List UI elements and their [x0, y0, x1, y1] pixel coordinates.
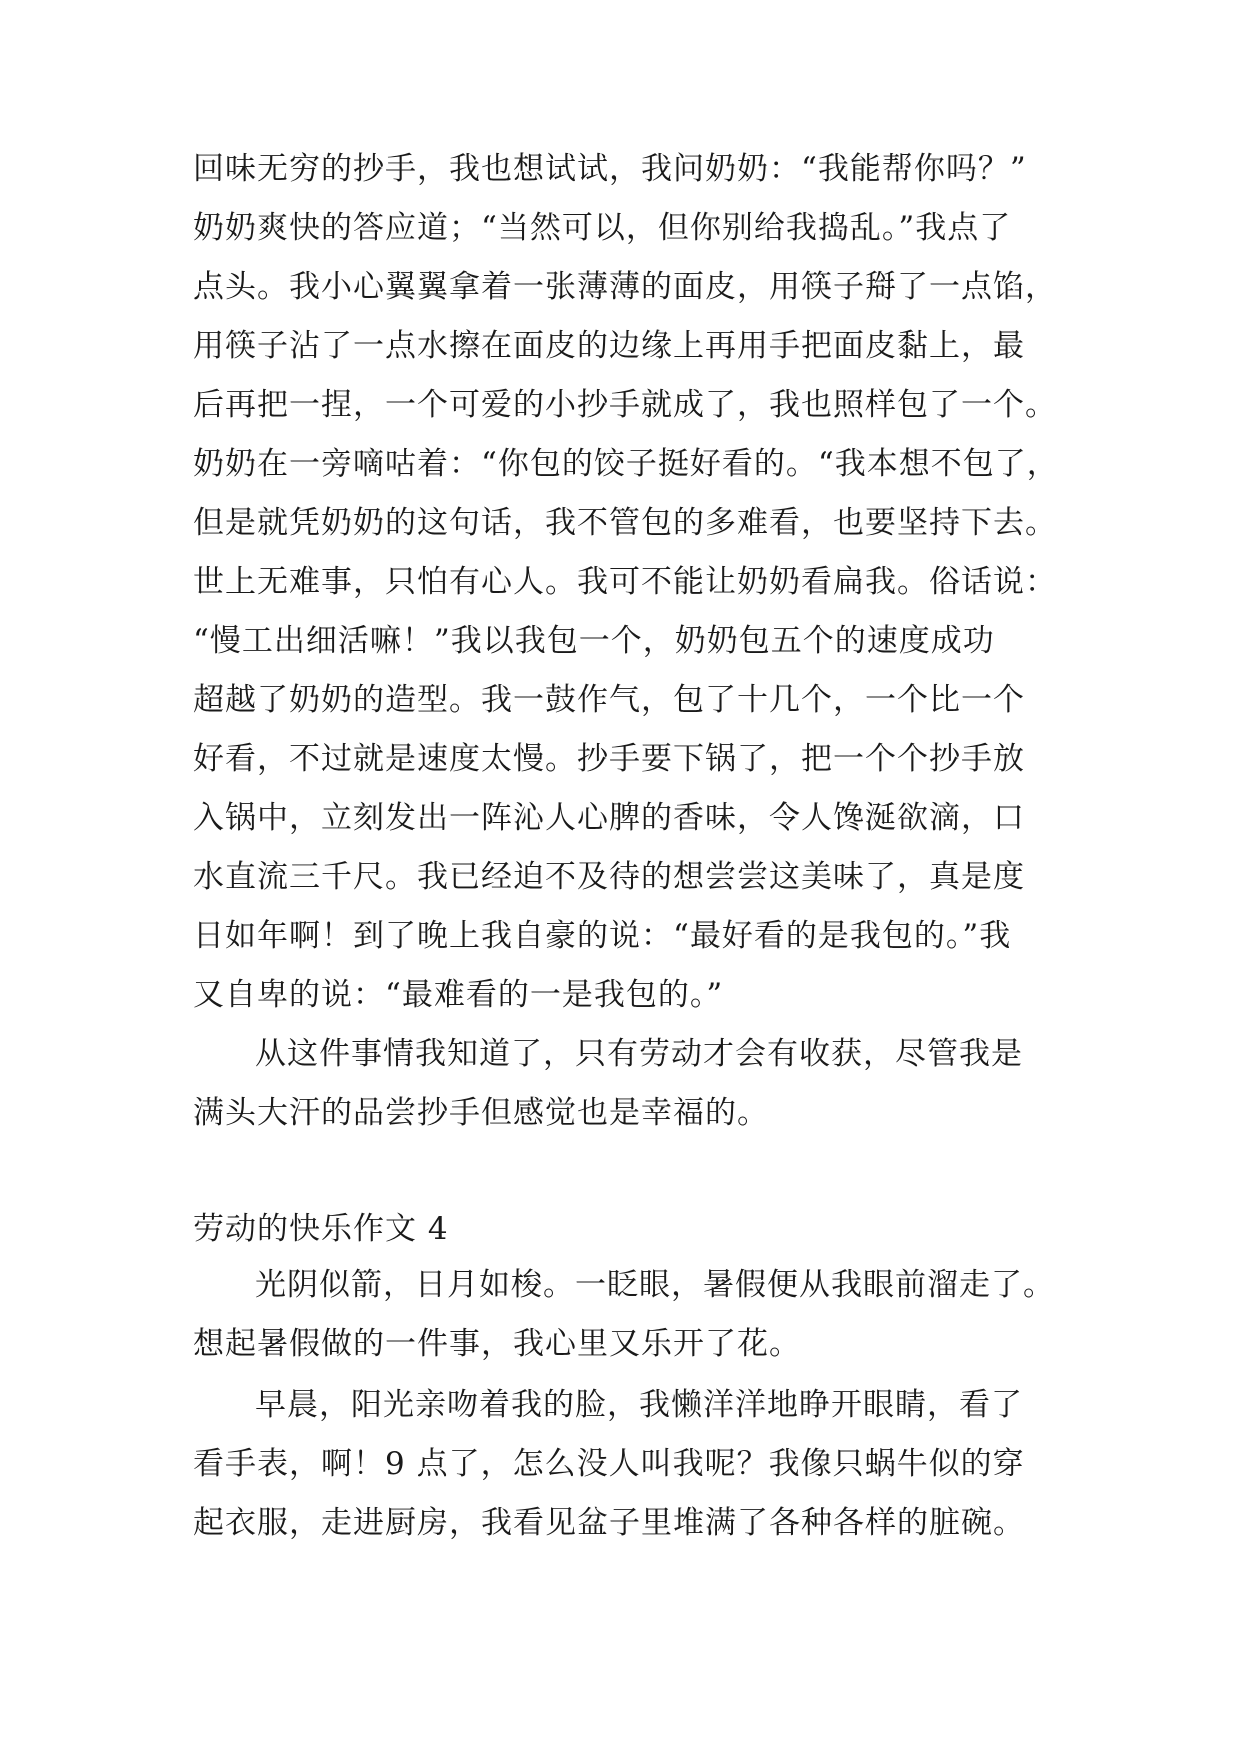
paragraph-conclusion: [193, 1025, 1073, 1143]
text-line: 回味无穷的抄手，我也想试试，我问奶奶：“我能帮你吗？”: [193, 151, 1027, 187]
text-line: 日如年啊！到了晚上我自豪的说：“最好看的是我包的。”我: [193, 918, 1012, 954]
text-line: 看手表，啊！9 点了，怎么没人叫我呢？我像只蜗牛似的穿: [193, 1446, 1025, 1482]
text-line: 早晨，阳光亲吻着我的脸，我懒洋洋地睁开眼睛，看了: [255, 1387, 1023, 1423]
text-line: 从这件事情我知道了，只有劳动才会有收获，尽管我是: [255, 1036, 1023, 1072]
text-line: 好看，不过就是速度太慢。抄手要下锅了，把一个个抄手放: [193, 741, 1025, 777]
section-heading: 劳动的快乐作文 4: [193, 1211, 449, 1247]
essay-title: [193, 1209, 1073, 1249]
text-line: 世上无难事，只怕有心人。我可不能让奶奶看扁我。俗话说：: [193, 564, 1057, 600]
paragraph-morning: [193, 1376, 1073, 1553]
text-line: 但是就凭奶奶的这句话，我不管包的多难看，也要坚持下去。: [193, 505, 1057, 541]
text-line: 水直流三千尺。我已经迫不及待的想尝尝这美味了，真是度: [193, 859, 1025, 895]
text-line: 奶奶爽快的答应道；“当然可以，但你别给我捣乱。”我点了: [193, 210, 1012, 246]
text-line: 点头。我小心翼翼拿着一张薄薄的面皮，用筷子搿了一点馅，: [193, 269, 1057, 305]
text-line: 满头大汗的品尝抄手但感觉也是幸福的。: [193, 1095, 769, 1131]
text-line: 入锅中，立刻发出一阵沁人心脾的香味，令人馋涎欲滴，口: [193, 800, 1025, 836]
text-line: 起衣服，走进厨房，我看见盆子里堆满了各种各样的脏碗。: [193, 1505, 1025, 1541]
text-line: 想起暑假做的一件事，我心里又乐开了花。: [193, 1326, 801, 1362]
text-line: “慢工出细活嘛！”我以我包一个，奶奶包五个的速度成功: [193, 623, 995, 659]
paragraph-opening: [193, 1256, 1073, 1374]
text-line: 超越了奶奶的造型。我一鼓作气，包了十几个，一个比一个: [193, 682, 1025, 718]
text-line: 光阴似箭，日月如梭。一眨眼，暑假便从我眼前溜走了。: [255, 1267, 1055, 1303]
text-line: 后再把一捏，一个可爱的小抄手就成了，我也照样包了一个。: [193, 387, 1057, 423]
text-line: 又自卑的说：“最难看的一是我包的。”: [193, 977, 724, 1013]
text-line: 奶奶在一旁嘀咕着：“你包的饺子挺好看的。“我本想不包了，: [193, 446, 1059, 482]
paragraph-continued: [193, 140, 1073, 1025]
text-line: 用筷子沾了一点水擦在面皮的边缘上再用手把面皮黏上，最: [193, 328, 1025, 364]
